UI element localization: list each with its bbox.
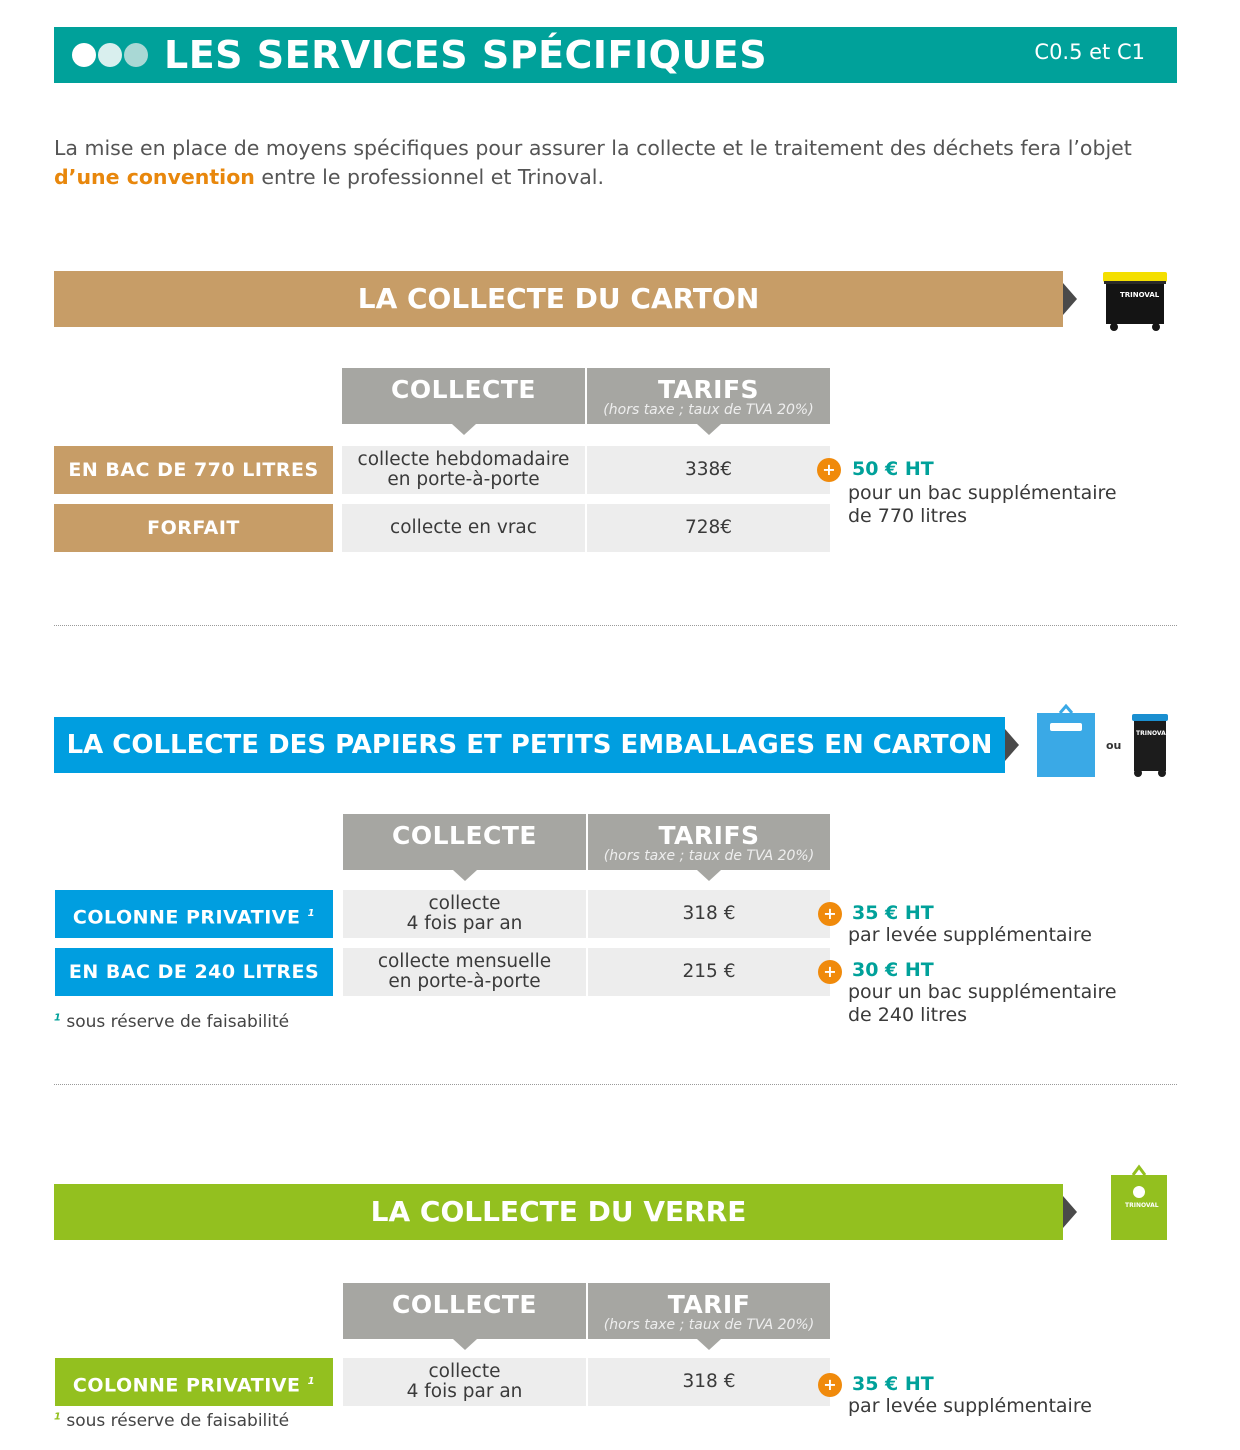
page-title: LES SERVICES SPÉCIFIQUES [164,33,768,77]
verre-row-1-collecte [343,1358,586,1406]
carton-row-2-tarif-text: 728€ [684,517,733,538]
papiers-footnote-text: sous réserve de faisabilité [66,1012,290,1032]
papiers-banner-arrow [1005,729,1019,761]
papiers-row-1-label [55,890,333,938]
carton-banner-arrow [1063,283,1077,315]
papiers-row-2-collecte-text: collecte mensuelle en porte-à-porte [377,951,552,992]
verre-extra-price: 35 € HT [852,1373,934,1395]
plus-icon: + [818,960,842,984]
papiers-row-2-label: EN BAC DE 240 LITRES [55,948,333,996]
papiers-row-1-tarif [588,890,830,938]
papiers-col-tarifs-sub: (hors taxe ; taux de TVA 20%) [603,848,815,864]
papiers-extra-1-price: 35 € HT [852,902,934,924]
verre-banner-arrow [1063,1196,1077,1228]
verre-row-1-sup: 1 [307,1376,316,1387]
papiers-row-1-tarif-text: 318 € [682,903,736,924]
section-divider [54,1084,1177,1085]
carton-row-1-collecte [342,446,585,494]
black-bin-icon [1130,712,1170,778]
dot-3 [124,43,148,67]
carton-row-2-collecte-text: collecte en vrac [390,517,537,538]
category-code: C0.5 et C1 [1034,40,1145,64]
carton-col-tarifs [587,368,830,424]
page-header [54,27,1177,83]
papiers-extra-2-price: 30 € HT [852,959,934,981]
plus-icon: + [818,902,842,926]
papiers-col-collecte-notch [453,870,477,881]
verre-footnote-sup: 1 [54,1411,61,1423]
dot-1 [72,43,96,67]
carton-banner: LA COLLECTE DU CARTON [54,271,1063,327]
carton-col-collecte-notch [452,424,476,435]
verre-extra-desc: par levée supplémentaire [848,1395,1092,1417]
green-column-brand: TRINOVAL [1125,1202,1159,1209]
verre-col-tarif-sub: (hors taxe ; taux de TVA 20%) [603,1317,815,1333]
yellow-bin-brand: TRINOVAL [1120,291,1160,299]
papiers-row-1-sup: 1 [307,908,316,919]
intro-paragraph [54,134,1177,192]
papiers-row-1-collecte [343,890,586,938]
verre-col-tarif-notch [697,1339,721,1350]
carton-row-2-tarif [587,504,830,552]
verre-col-tarif [588,1283,830,1339]
intro-text-before: La mise en place de moyens spécifiques pour assurer la collecte et le traitement des déchets fera l’objet [54,136,1132,160]
carton-row-1-tarif-text: 338€ [684,459,733,480]
green-column-icon [1110,1164,1168,1242]
carton-col-tarifs-sub: (hors taxe ; taux de TVA 20%) [603,402,814,418]
carton-row-1-tarif [587,446,830,494]
papiers-extra-1-desc: par levée supplémentaire [848,924,1092,946]
dot-2 [98,43,122,67]
papiers-banner: LA COLLECTE DES PAPIERS ET PETITS EMBALLAGES EN CARTON [54,717,1005,773]
verre-footnote [54,1411,289,1431]
papiers-col-collecte [343,814,586,870]
carton-row-1-collecte-text: collecte hebdomadaire en porte-à-porte [357,449,570,490]
yellow-bin-icon [1100,270,1170,332]
carton-col-tarifs-label: TARIFS [657,375,760,404]
papiers-row-1-collecte-text: collecte 4 fois par an [406,893,523,934]
carton-col-tarifs-notch [697,424,721,435]
papiers-footnote-sup: 1 [54,1012,61,1024]
verre-row-1-label [55,1358,333,1406]
intro-text-after: entre le professionnel et Trinoval. [254,165,604,189]
papiers-col-tarifs-notch [697,870,721,881]
verre-col-collecte [343,1283,586,1339]
carton-row-1-label: EN BAC DE 770 LITRES [54,446,333,494]
verre-banner: LA COLLECTE DU VERRE [54,1184,1063,1240]
plus-icon: + [817,458,841,482]
plus-icon: + [818,1373,842,1397]
verre-footnote-text: sous réserve de faisabilité [66,1411,290,1431]
papiers-col-tarifs [588,814,830,870]
verre-row-1-tarif [588,1358,830,1406]
verre-col-collecte-notch [453,1339,477,1350]
papiers-row-1-label-text: COLONNE PRIVATIVE [72,906,301,929]
carton-extra-desc: pour un bac supplémentaire de 770 litres [848,482,1117,527]
carton-col-collecte-label: COLLECTE [390,375,536,404]
carton-row-2-collecte [342,504,585,552]
or-label: ou [1106,739,1122,752]
verre-row-1-collecte-text: collecte 4 fois par an [406,1361,523,1402]
papiers-col-tarifs-label: TARIFS [658,821,760,850]
papiers-extra-2-desc: pour un bac supplémentaire de 240 litres [848,981,1117,1026]
intro-highlight: d’une convention [54,165,255,189]
verre-row-1-tarif-text: 318 € [682,1371,736,1392]
carton-row-2-label: FORFAIT [54,504,333,552]
verre-col-tarif-label: TARIF [667,1290,751,1319]
papiers-footnote [54,1012,289,1032]
papiers-row-2-tarif [588,948,830,996]
verre-col-collecte-label: COLLECTE [391,1290,537,1319]
carton-col-collecte [342,368,585,424]
verre-row-1-label-text: COLONNE PRIVATIVE [72,1374,301,1397]
carton-extra-price: 50 € HT [852,458,934,480]
blue-column-icon [1036,703,1096,779]
section-divider [54,625,1177,626]
papiers-col-collecte-label: COLLECTE [391,821,537,850]
black-bin-brand: TRINOVAL [1136,730,1170,737]
papiers-row-2-tarif-text: 215 € [682,961,736,982]
papiers-row-2-collecte [343,948,586,996]
